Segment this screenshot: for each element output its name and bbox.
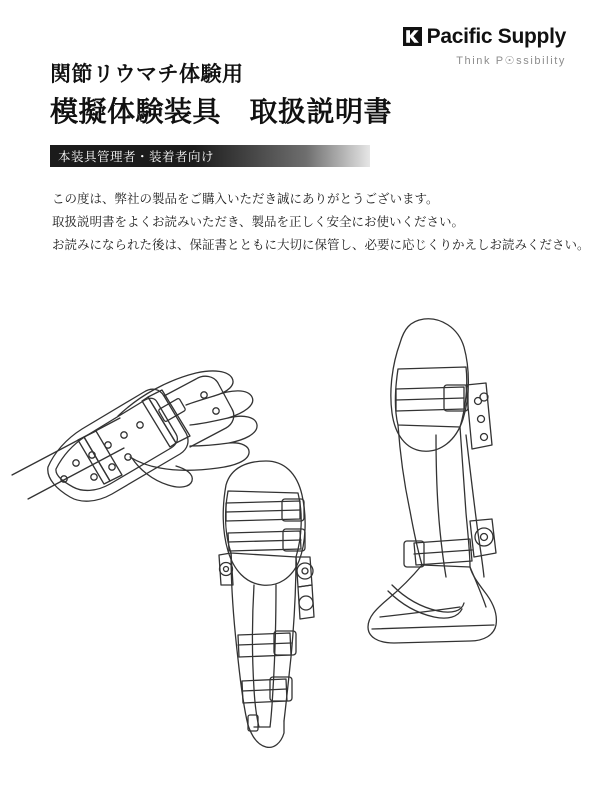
audience-banner bbox=[50, 145, 370, 167]
brand-name: Pacific Supply bbox=[426, 25, 566, 48]
pacific-supply-logo-mark-icon bbox=[403, 27, 422, 46]
brand-row bbox=[403, 26, 566, 47]
intro-paragraph bbox=[52, 188, 590, 257]
brand-logo bbox=[403, 26, 566, 67]
knee-leg-orthosis-illustration bbox=[219, 461, 314, 747]
document-subtitle: 関節リウマチ体験用 bbox=[50, 63, 244, 86]
intro-line-2: 取扱説明書をよくお読みいただき、製品を正しく安全にお使いください。 bbox=[52, 215, 465, 230]
audience-banner-label: 本装具管理者・装着者向け bbox=[58, 150, 215, 164]
brand-tagline: Think P☉ssibility bbox=[456, 55, 566, 67]
title-block bbox=[50, 62, 392, 129]
document-title: 模擬体験装具 取扱説明書 bbox=[50, 96, 393, 128]
intro-line-3: お読みになられた後は、保証書とともに大切に保管し、必要に応じくりかえしお読みください。 bbox=[52, 238, 590, 253]
ankle-foot-orthosis-illustration bbox=[368, 319, 496, 643]
intro-line-1: この度は、弊社の製品をご購入いただき誠にありがとうございます。 bbox=[52, 192, 439, 206]
illustration-group bbox=[0, 285, 600, 765]
wrist-hand-orthosis-illustration bbox=[12, 371, 257, 501]
